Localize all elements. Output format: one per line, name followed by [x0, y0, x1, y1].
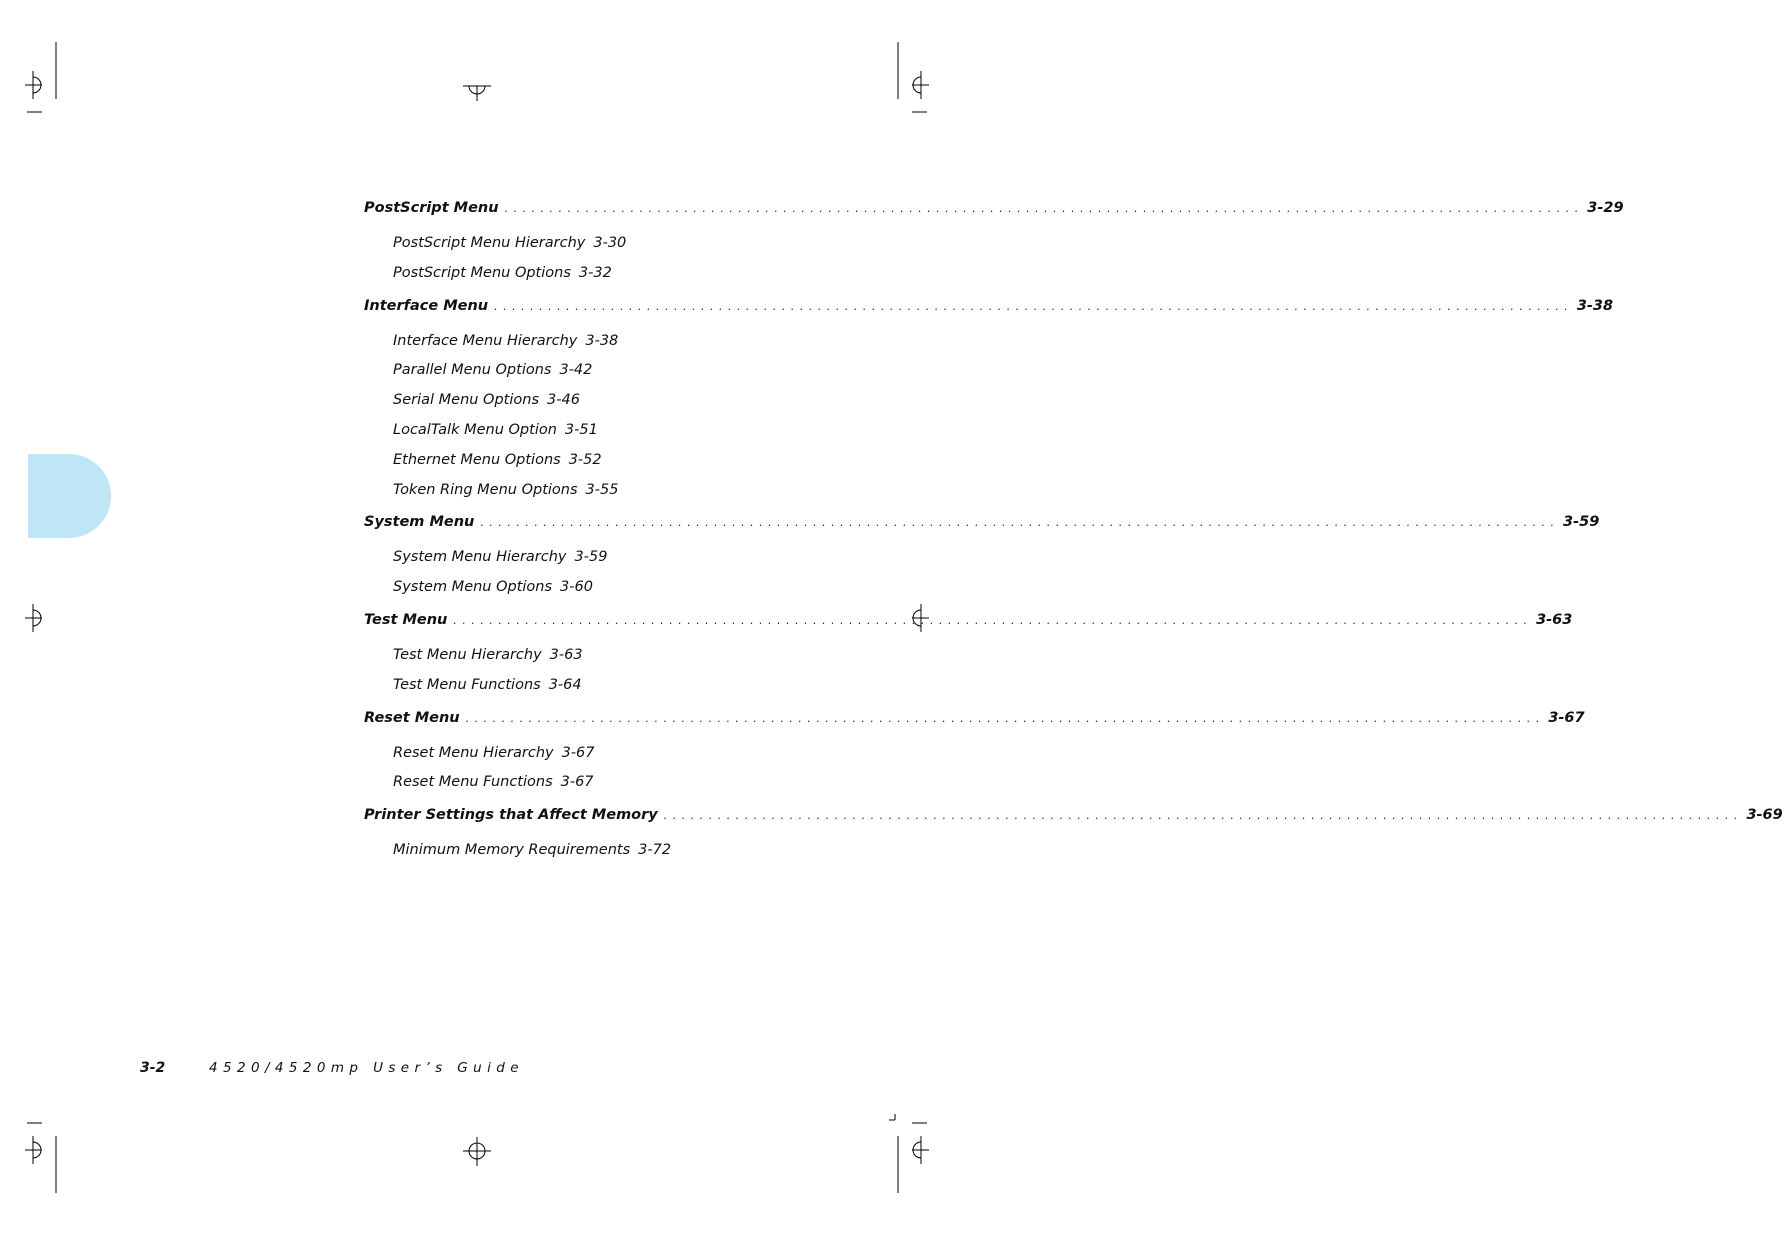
toc-section-title: Interface Menu — [364, 297, 489, 314]
toc-section-page: 3-67 — [1548, 709, 1585, 726]
toc-subentry-page: 3-51 — [564, 421, 598, 438]
toc-subentry[interactable] — [364, 327, 814, 357]
dot-leader: . . . . . . . . . . . . . . . . . . . . . . . . . . . . . . . . . . . . . . . . . . . . . . . . . . . . . . . . . . . . . . . . . . . . . . . . . . . . . . . . . . . . . . . . . . . . . . . . . . . . . . . . . . . . . . . . . . . . . . . . — [504, 202, 1580, 215]
toc-subentry-page: 3-42 — [559, 362, 593, 379]
toc-section-page: 3-63 — [1536, 611, 1573, 628]
dot-leader: . . . . . . . . . . . . . . . . . . . . . . . . . . . . . . . . . . . . . . . . . . . . . . . . . . . . . . . . . . . . . . . . . . . . . . . . . . . . . . . . . . . . . . . . . . . . . . . . . . . . . . . . . . . . . . . . . . . . . . . . — [494, 299, 1569, 313]
toc-subentry[interactable] — [364, 446, 814, 476]
toc-subentry[interactable] — [364, 356, 814, 386]
toc-subentry[interactable] — [364, 543, 814, 573]
toc-subentry-page: 3-67 — [561, 744, 595, 761]
toc-subentry-page: 3-72 — [638, 842, 672, 859]
toc-subentry[interactable] — [364, 476, 814, 506]
dot-leader: . . . . . . . . . . . . . . . . . . . . . . . . . . . . . . . . . . . . . . . . . . . . . . . . . . . . . . . . . . . . . . . . . . . . . . . . . . . . . . . . . . . . . . . . . . . . . . . . . . . . . . . . . . . . . . . . . . . . . . . . — [453, 613, 1529, 627]
toc-subentry-title: Parallel Menu Options — [393, 362, 552, 379]
toc-section-entry[interactable] — [364, 200, 1624, 229]
table-of-contents — [364, 200, 1783, 866]
toc-subentry[interactable] — [364, 229, 814, 259]
toc-subentry[interactable] — [364, 416, 814, 446]
toc-subentry-title: Serial Menu Options — [393, 392, 540, 409]
toc-section-title: Test Menu — [364, 611, 448, 628]
toc-section-title: PostScript Menu — [364, 200, 499, 216]
toc-subentry-title: Test Menu Functions — [393, 676, 541, 693]
toc-subentry-page: 3-38 — [585, 332, 619, 349]
toc-section-page: 3-29 — [1587, 200, 1624, 216]
toc-subentry-title: Reset Menu Functions — [393, 774, 553, 791]
toc-subentry-page: 3-52 — [568, 451, 602, 468]
toc-subentry[interactable] — [364, 739, 814, 769]
toc-subentry-title: Minimum Memory Requirements — [393, 842, 631, 859]
toc-subentry-page: 3-30 — [593, 235, 627, 251]
dot-leader: . . . . . . . . . . . . . . . . . . . . . . . . . . . . . . . . . . . . . . . . . . . . . . . . . . . . . . . . . . . . . . . . . . . . . . . . . . . . . . . . . . . . . . . . . . . . . . . . . . . . . . . . . . . . . . . . . . . . . . . . — [663, 809, 1739, 823]
toc-section-title: Reset Menu — [364, 709, 460, 726]
toc-subentry-page: 3-64 — [548, 676, 582, 693]
toc-section-entry[interactable] — [364, 611, 1573, 641]
toc-subentry-title: Reset Menu Hierarchy — [393, 744, 554, 761]
toc-subentry-title: Token Ring Menu Options — [393, 481, 578, 498]
toc-subentry[interactable] — [364, 768, 814, 798]
toc-subentry-page: 3-67 — [560, 774, 594, 791]
toc-subentry[interactable] — [364, 671, 814, 701]
dot-leader: . . . . . . . . . . . . . . . . . . . . . . . . . . . . . . . . . . . . . . . . . . . . . . . . . . . . . . . . . . . . . . . . . . . . . . . . . . . . . . . . . . . . . . . . . . . . . . . . . . . . . . . . . . . . . . . . . . . . . . . . — [480, 516, 1556, 530]
toc-section-title: System Menu — [364, 514, 475, 531]
toc-section-entry[interactable] — [364, 514, 1600, 543]
toc-subentry[interactable] — [364, 573, 814, 603]
toc-section-entry[interactable] — [364, 807, 1783, 836]
toc-subentry-title: System Menu Hierarchy — [393, 549, 567, 566]
toc-subentry-page: 3-55 — [585, 481, 619, 498]
toc-subentry-page: 3-60 — [560, 579, 593, 596]
toc-subentry-title: Ethernet Menu Options — [393, 451, 561, 468]
toc-subentry-page: 3-63 — [549, 646, 583, 663]
toc-subentry[interactable] — [364, 641, 814, 671]
toc-subentry-title: LocalTalk Menu Option — [393, 421, 557, 438]
toc-subentry-page: 3-32 — [578, 264, 612, 281]
toc-section-title: Printer Settings that Affect Memory — [364, 807, 658, 824]
toc-subentry-title: PostScript Menu Options — [393, 264, 571, 281]
toc-subentry-title: Test Menu Hierarchy — [393, 646, 542, 663]
toc-subentry[interactable] — [364, 259, 814, 289]
toc-subentry-page: 3-59 — [574, 549, 608, 566]
toc-subentry-page: 3-46 — [547, 392, 580, 409]
footer-guide-title: 4520/4520mp User’s Guide — [209, 1060, 524, 1076]
toc-section-page: 3-38 — [1576, 297, 1614, 314]
toc-subentry[interactable] — [364, 836, 814, 866]
toc-subentry[interactable] — [364, 386, 814, 416]
toc-section-page: 3-69 — [1746, 807, 1783, 824]
dot-leader: . . . . . . . . . . . . . . . . . . . . . . . . . . . . . . . . . . . . . . . . . . . . . . . . . . . . . . . . . . . . . . . . . . . . . . . . . . . . . . . . . . . . . . . . . . . . . . . . . . . . . . . . . . . . . . . . . . . . . . . . — [465, 711, 1541, 725]
chapter-tab — [28, 454, 111, 538]
toc-subentry-title: System Menu Options — [393, 579, 553, 596]
footer-page-number: 3-2 — [140, 1060, 166, 1076]
toc-section-entry[interactable] — [364, 297, 1614, 327]
toc-subentry-title: Interface Menu Hierarchy — [393, 332, 578, 349]
toc-subentry-title: PostScript Menu Hierarchy — [393, 235, 586, 251]
toc-section-entry[interactable] — [364, 709, 1585, 739]
toc-section-page: 3-59 — [1563, 514, 1600, 531]
